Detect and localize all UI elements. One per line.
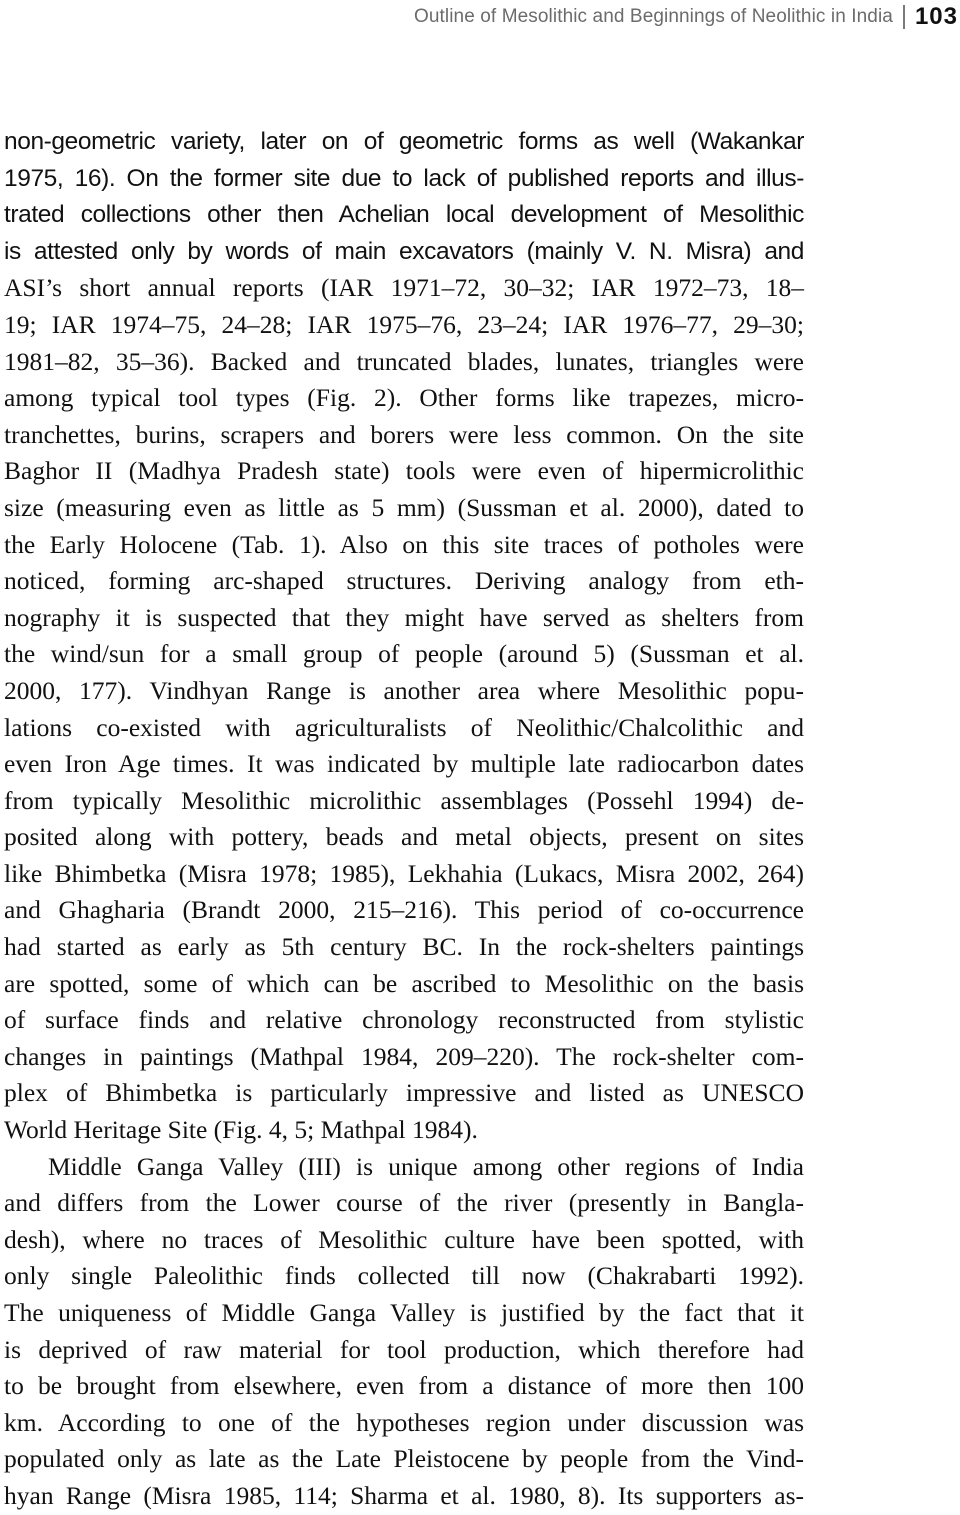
running-title: Outline of Mesolithic and Beginnings of Neolithic in India	[413, 6, 893, 27]
text-line: to be brought from elsewhere, even from a distance of more then 100	[4, 1371, 804, 1401]
text-line: from typically Mesolithic microlithic assemblages (Possehl 1994) de-	[4, 785, 804, 815]
text-line: World Heritage Site (Fig. 4, 5; Mathpal 1984).	[4, 1115, 478, 1145]
text-line: Middle Ganga Valley (III) is unique among other regions of India	[48, 1151, 804, 1181]
text-line: The uniqueness of Middle Ganga Valley is justified by the fact that it	[4, 1298, 804, 1327]
text-line: like Bhimbetka (Misra 1978; 1985), Lekhahia (Lukacs, Misra 2002, 264)	[4, 858, 804, 888]
text-line: Baghor II (Madhya Pradesh state) tools were even of hipermicrolithic	[4, 456, 804, 486]
text-line: of surface finds and relative chronology reconstructed from stylistic	[4, 1005, 804, 1035]
text-line: 1981–82, 35–36). Backed and truncated blades, lunates, triangles were	[4, 346, 804, 376]
text-line: 19; IAR 1974–75, 24–28; IAR 1975–76, 23–24; IAR 1976–77, 29–30;	[4, 309, 804, 339]
text-line: size (measuring even as little as 5 mm) (Sussman et al. 2000), dated to	[4, 492, 804, 522]
text-line: is attested only by words of main excavators (mainly V. N. Misra) and	[4, 237, 804, 265]
text-line: and Ghagharia (Brandt 2000, 215–216). This period of co-occurrence	[4, 895, 804, 925]
text-line: populated only as late as the Late Pleistocene by people from the Vind-	[4, 1444, 804, 1474]
text-line: non-geometric variety, later on of geometric forms as well (Wakankar	[4, 128, 804, 155]
text-line: among typical tool types (Fig. 2). Other forms like trapezes, micro-	[4, 383, 804, 413]
text-line: the wind/sun for a small group of people (around 5) (Sussman et al.	[4, 639, 804, 669]
running-head	[414, 2, 958, 32]
text-line: desh), where no traces of Mesolithic culture have been spotted, with	[4, 1224, 804, 1254]
text-line: only single Paleolithic finds collected till now (Chakrabarti 1992).	[4, 1261, 804, 1291]
page-number: 103	[914, 3, 958, 30]
text-line: 2000, 177). Vindhyan Range is another area where Mesolithic popu-	[4, 675, 804, 705]
text-line: had started as early as 5th century BC. In the rock-shelters paintings	[4, 932, 804, 962]
text-line: posited along with pottery, beads and metal objects, present on sites	[4, 822, 804, 852]
text-line: tranchettes, burins, scrapers and borers were less common. On the site	[4, 419, 804, 449]
text-line: and differs from the Lower course of the river (presently in Bangla-	[4, 1188, 804, 1218]
text-line: is deprived of raw material for tool production, which therefore had	[4, 1334, 804, 1364]
text-line: ASI’s short annual reports (IAR 1971–72, 30–32; IAR 1972–73, 18–	[4, 273, 804, 303]
text-line: plex of Bhimbetka is particularly impressive and listed as UNESCO	[4, 1078, 804, 1108]
text-line: the Early Holocene (Tab. 1). Also on this site traces of potholes were	[4, 529, 804, 559]
text-line: trated collections other then Achelian local development of Mesolithic	[4, 201, 804, 229]
body-text	[4, 124, 804, 1515]
text-line: hyan Range (Misra 1985, 114; Sharma et al. 1980, 8). Its supporters as-	[4, 1480, 804, 1510]
header-divider	[903, 5, 905, 29]
text-line: nography it is suspected that they might have served as shelters from	[4, 602, 804, 632]
text-line: noticed, forming arc-shaped structures. Deriving analogy from eth-	[4, 566, 804, 596]
text-line: km. According to one of the hypotheses region under discussion was	[4, 1407, 804, 1437]
text-line: lations co-existed with agriculturalists of Neolithic/Chalcolithic and	[4, 712, 804, 742]
text-line: are spotted, some of which can be ascribed to Mesolithic on the basis	[4, 968, 804, 998]
text-line: even Iron Age times. It was indicated by multiple late radiocarbon dates	[4, 749, 804, 779]
text-line: 1975, 16). On the former site due to lack of published reports and illus-	[4, 164, 804, 192]
text-line: changes in paintings (Mathpal 1984, 209–220). The rock-shelter com-	[4, 1041, 804, 1071]
